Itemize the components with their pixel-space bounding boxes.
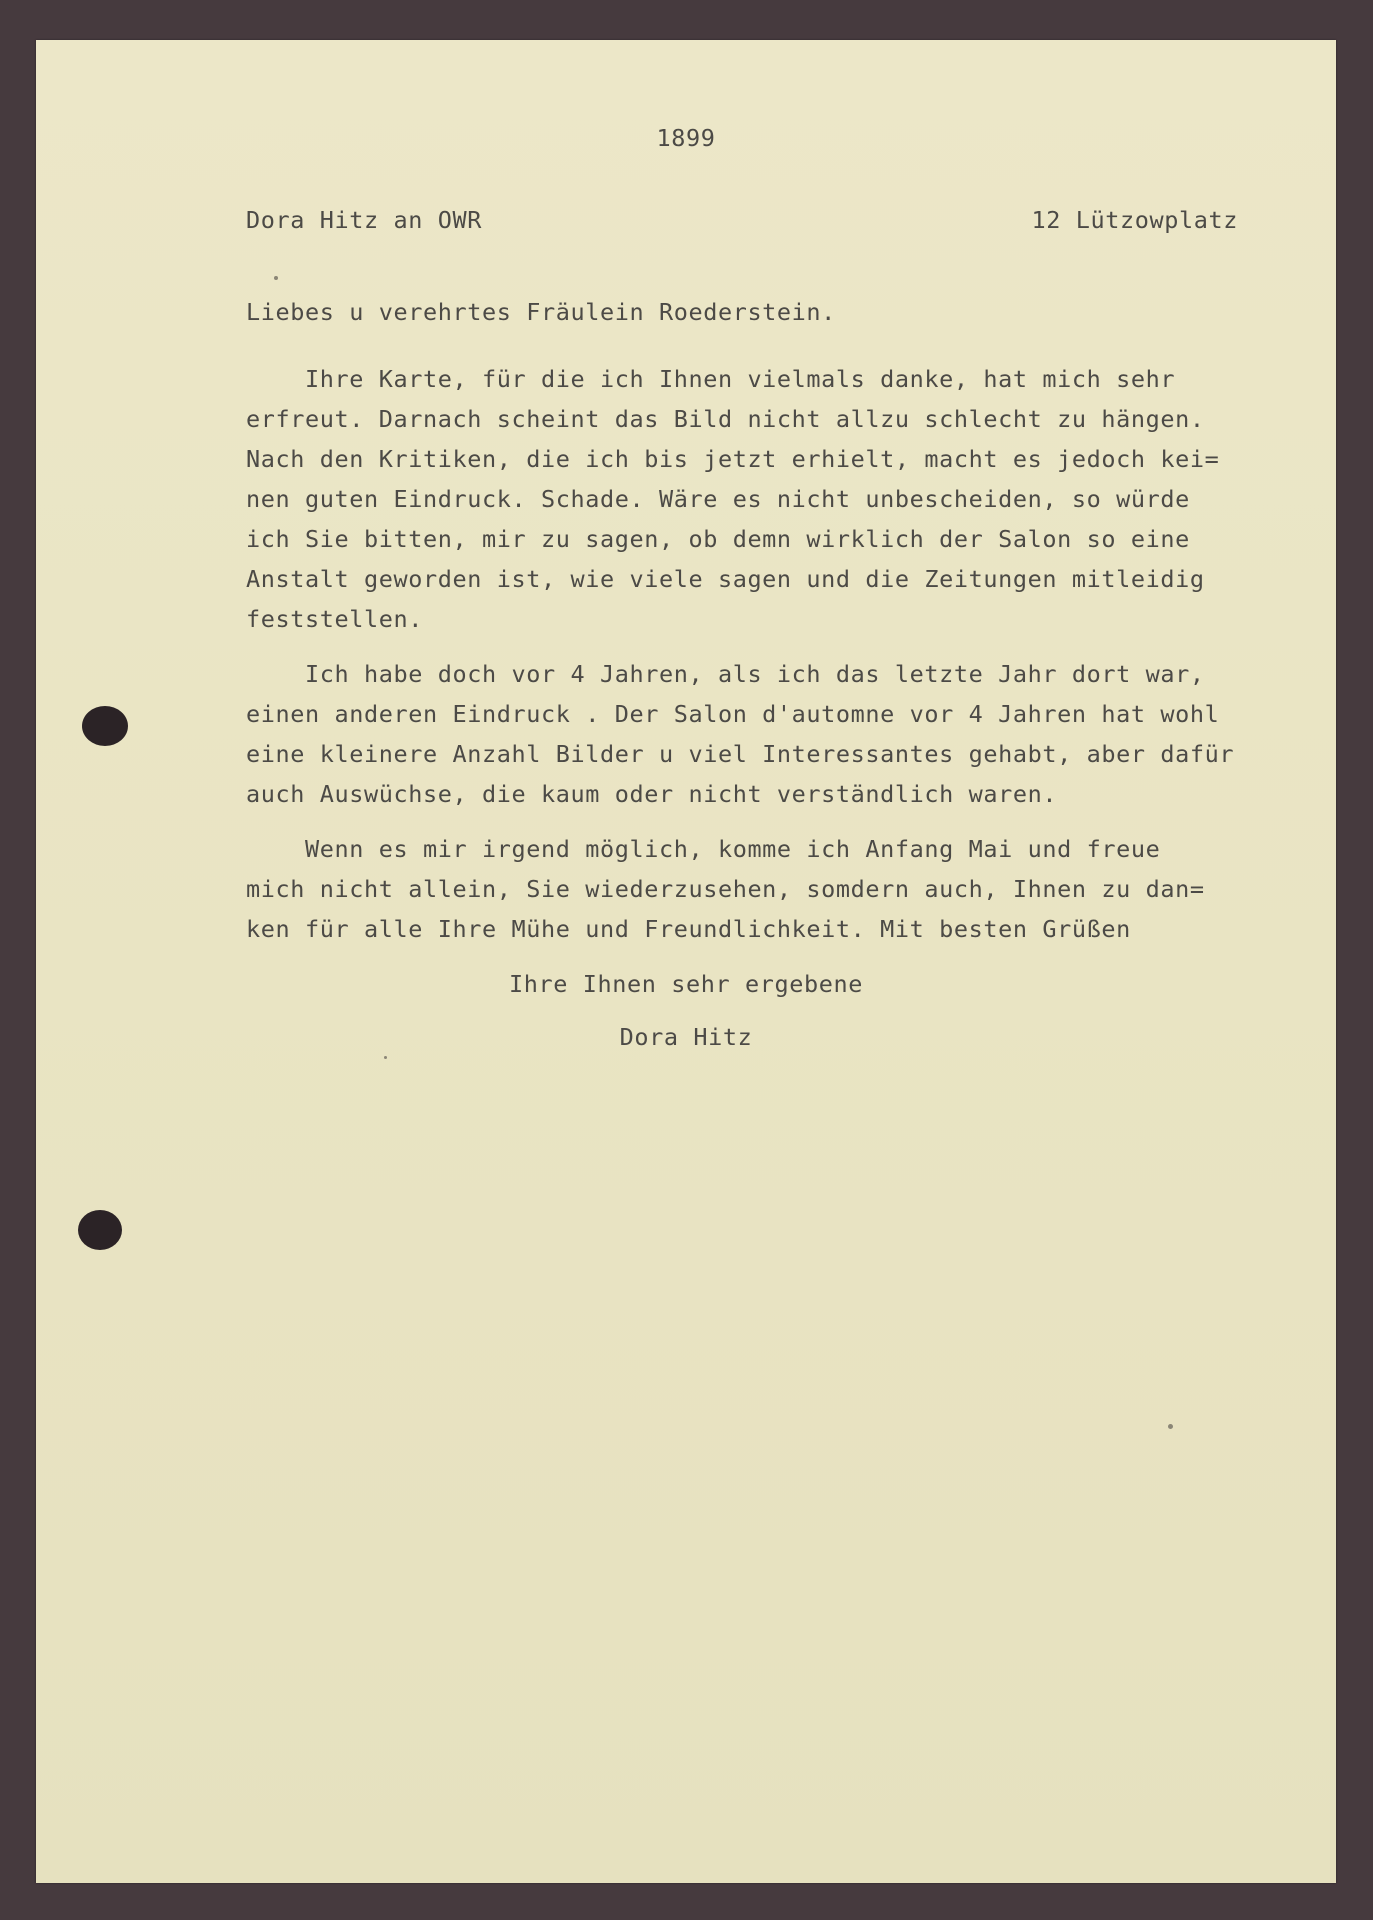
letter-page [36, 40, 1336, 1883]
punch-hole [82, 706, 128, 746]
body-line: mich nicht allein, Sie wiederzusehen, somdern auch, Ihnen zu dan= [246, 875, 1205, 903]
body-line: ich Sie bitten, mir zu sagen, ob demn wirklich der Salon so eine [246, 525, 1190, 553]
punch-hole [78, 1210, 122, 1250]
body-line: einen anderen Eindruck . Der Salon d'automne vor 4 Jahren hat wohl [246, 700, 1220, 728]
closing-line: Ihre Ihnen sehr ergebene [509, 970, 863, 998]
body-line: auch Auswüchse, die kaum oder nicht verständlich waren. [246, 780, 1058, 808]
body-line: Wenn es mir irgend möglich, komme ich Anfang Mai und freue [246, 835, 1161, 863]
body-line: Anstalt geworden ist, wie viele sagen und die Zeitungen mitleidig [246, 565, 1205, 593]
salutation: Liebes u verehrtes Fräulein Roederstein. [246, 298, 836, 326]
paper-speck [274, 276, 278, 280]
body-line: Ich habe doch vor 4 Jahren, als ich das letzte Jahr dort war, [246, 660, 1205, 688]
body-line: feststellen. [246, 605, 423, 633]
body-line: Nach den Kritiken, die ich bis jetzt erhielt, macht es jedoch kei= [246, 445, 1220, 473]
body-line: eine kleinere Anzahl Bilder u viel Interessantes gehabt, aber dafür [246, 740, 1235, 768]
address-line: 12 Lützowplatz [1031, 206, 1238, 234]
body-line: erfreut. Darnach scheint das Bild nicht allzu schlecht zu hängen. [246, 405, 1205, 433]
sender-line: Dora Hitz an OWR [246, 206, 482, 234]
signature: Dora Hitz [619, 1023, 753, 1051]
body-line: nen guten Eindruck. Schade. Wäre es nicht unbescheiden, so würde [246, 485, 1190, 513]
body-line: ken für alle Ihre Mühe und Freundlichkeit. Mit besten Grüßen [246, 915, 1131, 943]
paper-speck [384, 1056, 387, 1059]
body-line: Ihre Karte, für die ich Ihnen vielmals danke, hat mich sehr [246, 365, 1176, 393]
year-heading: 1899 [656, 124, 716, 152]
paper-speck [1168, 1424, 1173, 1429]
